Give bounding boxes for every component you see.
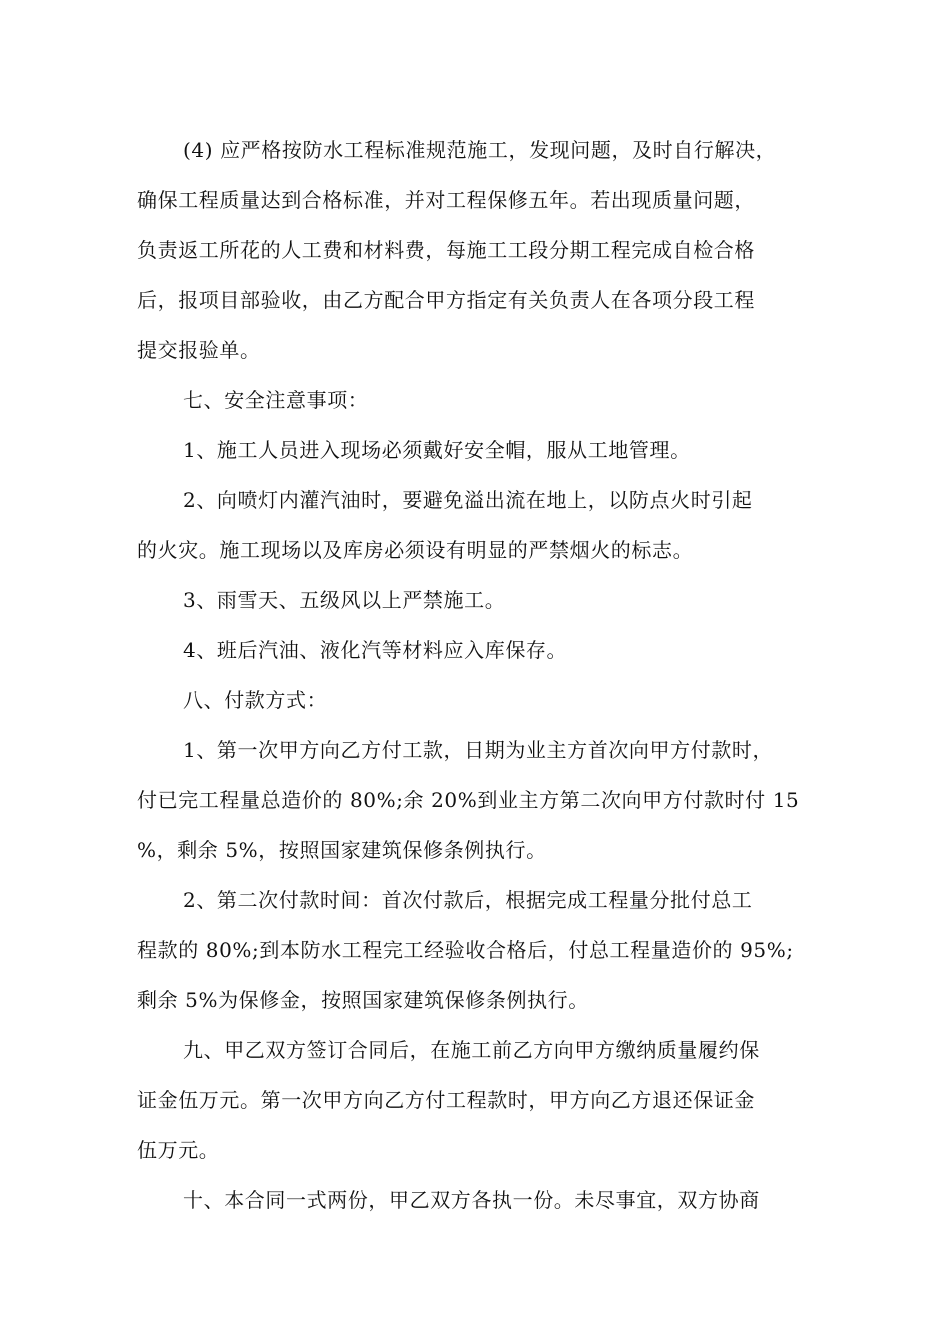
text-line: 2、向喷灯内灌汽油时，要避免溢出流在地上，以防点火时引起 (183, 488, 753, 512)
text-line: 九、甲乙双方签订合同后，在施工前乙方向甲方缴纳质量履约保 (183, 1038, 760, 1062)
text-line: 剩余 5%为保修金，按照国家建筑保修条例执行。 (137, 988, 589, 1012)
text-line: 后，报项目部验收，由乙方配合甲方指定有关负责人在各项分段工程 (137, 288, 755, 312)
section-heading: 七、安全注意事项： (183, 388, 369, 412)
text-line: (4) 应严格按防水工程标准规范施工，发现问题，及时自行解决， (183, 138, 777, 162)
text-line: 提交报验单。 (137, 338, 261, 362)
text-line: 的火灾。施工现场以及库房必须设有明显的严禁烟火的标志。 (137, 538, 694, 562)
text-line: 4、班后汽油、液化汽等材料应入库保存。 (183, 638, 568, 662)
text-line: 证金伍万元。第一次甲方向乙方付工程款时，甲方向乙方退还保证金 (137, 1088, 755, 1112)
text-line: 3、雨雪天、五级风以上严禁施工。 (183, 588, 506, 612)
text-line: 1、施工人员进入现场必须戴好安全帽，服从工地管理。 (183, 438, 691, 462)
text-line: 1、第一次甲方向乙方付工款，日期为业主方首次向甲方付款时， (183, 738, 774, 762)
text-line: 负责返工所花的人工费和材料费，每施工工段分期工程完成自检合格 (137, 238, 755, 262)
text-line: 伍万元。 (137, 1138, 220, 1162)
section-heading: 八、付款方式： (183, 688, 328, 712)
text-line: 确保工程质量达到合格标准，并对工程保修五年。若出现质量问题， (137, 188, 755, 212)
text-line: 2、第二次付款时间：首次付款后，根据完成工程量分批付总工 (183, 888, 753, 912)
text-line: 程款的 80%;到本防水工程完工经验收合格后，付总工程量造价的 95%; (137, 938, 794, 962)
text-line: %，剩余 5%，按照国家建筑保修条例执行。 (137, 838, 547, 862)
text-line: 付已完工程量总造价的 80%;余 20%到业主方第二次向甲方付款时付 15 (137, 788, 800, 812)
text-line: 十、本合同一式两份，甲乙双方各执一份。未尽事宜，双方协商 (183, 1188, 760, 1212)
